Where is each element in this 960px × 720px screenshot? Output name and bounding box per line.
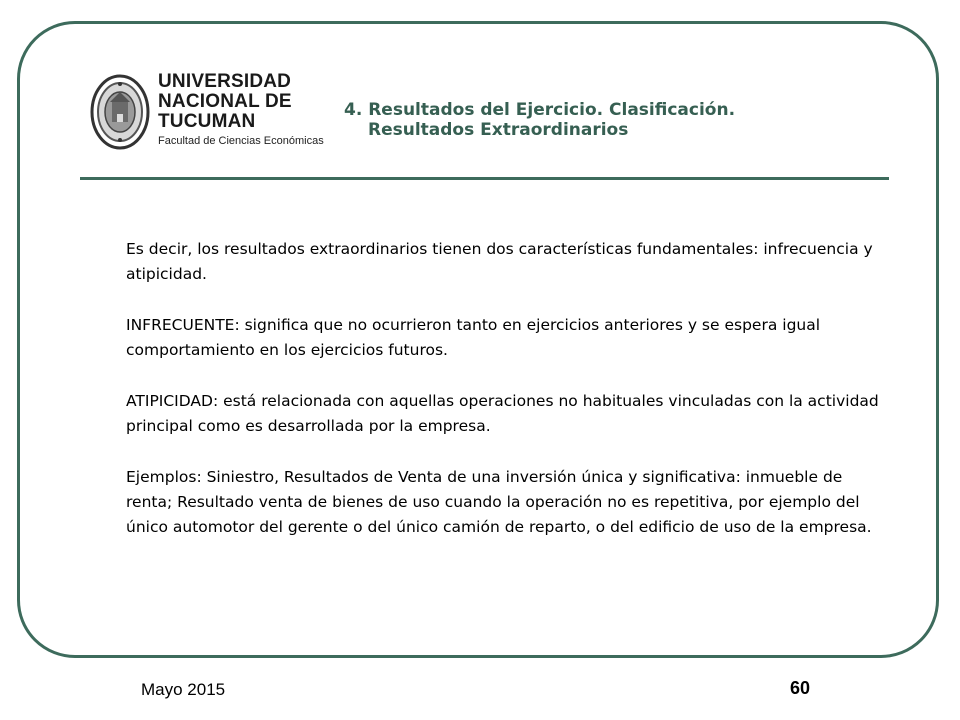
university-seal-icon: [88, 72, 152, 152]
paragraph-atipicidad: ATIPICIDAD: está relacionada con aquellas operaciones no habituales vinculadas con la actividad principal como es desarrollada por la empresa.: [126, 392, 879, 435]
university-logo: [88, 72, 328, 152]
logo-line-3: TUCUMAN: [158, 111, 256, 132]
logo-wordmark: [158, 72, 324, 147]
paragraph-infrecuente: INFRECUENTE: significa que no ocurrieron tanto en ejercicios anteriores y se espera igual comportamiento en los ejercicios futuros.: [126, 316, 821, 359]
logo-faculty: Facultad de Ciencias Económicas: [158, 135, 324, 147]
slide-title-line-1: 4. Resultados del Ejercicio. Clasificación.: [344, 100, 736, 120]
slide-title: [344, 100, 735, 140]
paragraph-intro: Es decir, los resultados extraordinarios tienen dos características fundamentales: infrecuencia y atipicidad.: [126, 240, 873, 283]
paragraph-ejemplos: Ejemplos: Siniestro, Resultados de Venta de una inversión única y significativa: inmueble de renta; Resultado venta de bienes de uso cuando la operación no es repetitiva, por ejemplo del único automotor del gerente o del único camión de reparto, o del edificio de uso de la empresa.: [126, 468, 872, 536]
footer-date: Mayo 2015: [141, 680, 226, 699]
title-divider: [80, 177, 889, 180]
slide-body: [126, 237, 886, 566]
logo-line-2: NACIONAL DE: [158, 91, 292, 112]
logo-line-1: UNIVERSIDAD: [158, 71, 292, 92]
slide-title-line-2: Resultados Extraordinarios: [368, 120, 629, 140]
page-number: 60: [790, 678, 811, 698]
